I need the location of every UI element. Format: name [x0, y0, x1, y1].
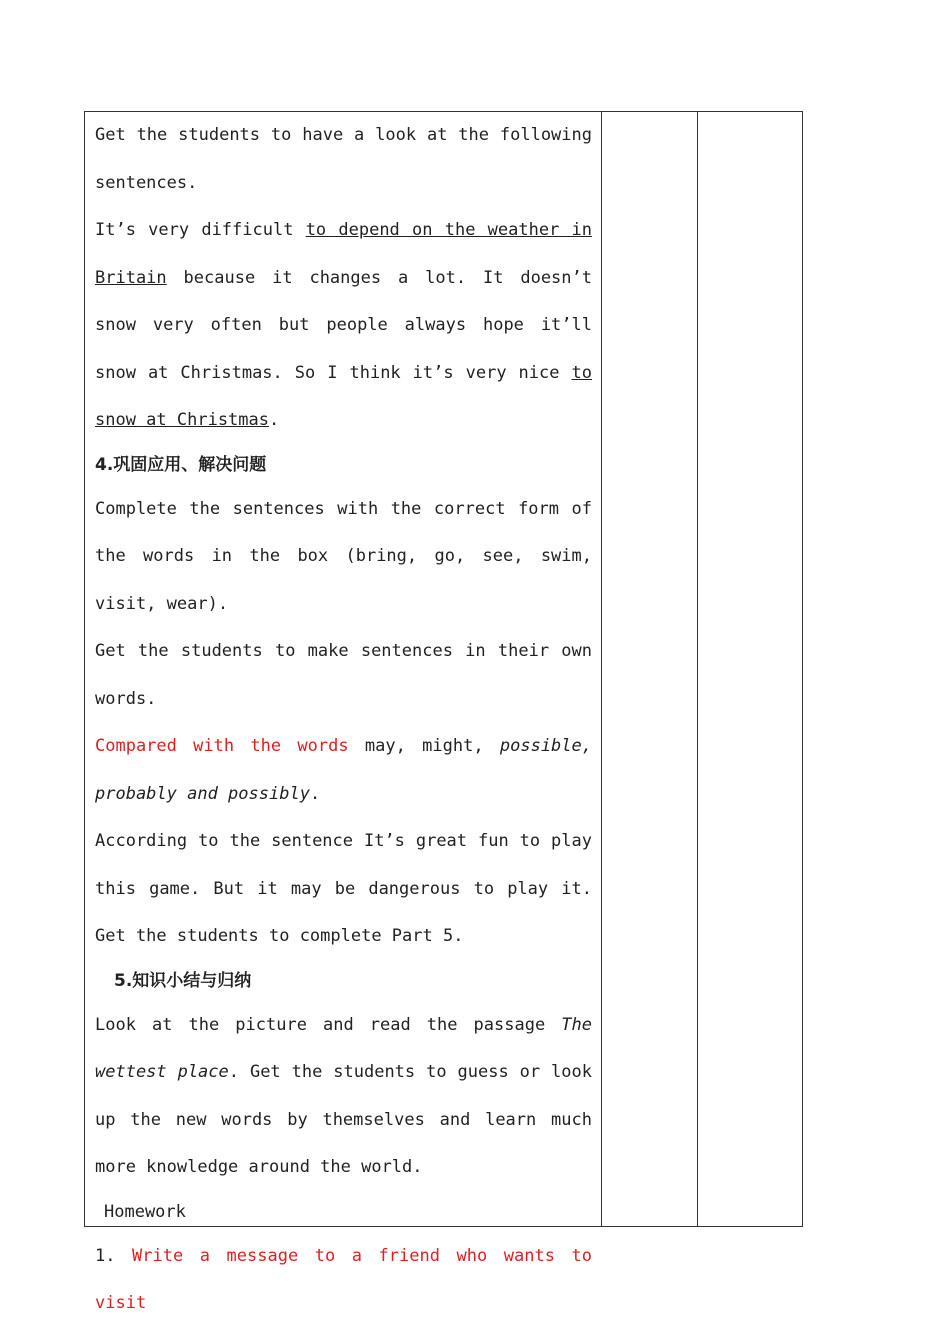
example-text-c: .: [269, 410, 280, 430]
paragraph-make-sentences: Get the students to make sentences in their own words.: [95, 641, 592, 709]
example-text-a: It’s very difficult: [95, 220, 306, 240]
section-heading-5: 5.知识小结与归纳: [114, 970, 252, 991]
homework-number: 1.: [95, 1245, 133, 1266]
compare-end: .: [309, 783, 321, 804]
compare-normal-text: may, might,: [348, 736, 500, 756]
compare-italic-text: possible, probably and possibly: [95, 736, 592, 804]
passage-title: The wettest place: [95, 1014, 592, 1082]
passage-text-b: . Get the students to guess or look up the new words by themselves and learn much more knowledge around the world.: [95, 1062, 592, 1177]
section-heading-4: 4.巩固应用、解决问题: [95, 454, 267, 475]
paragraph-intro-line2: sentences.: [95, 172, 198, 193]
paragraph-intro-line1: Get the students to have a look at the following: [95, 125, 592, 145]
underlined-phrase-a: to depend on the weather in Britain: [95, 220, 592, 288]
paragraph-example-sentences: [95, 207, 592, 445]
underlined-phrase-b: to snow at Christmas: [95, 362, 592, 430]
homework-label: Homework: [104, 1201, 186, 1222]
passage-text-a: Look at the picture and read the passage: [95, 1014, 562, 1035]
compare-red-text: Compared with the words: [95, 736, 349, 756]
paragraph-wettest-place: [95, 1002, 592, 1192]
paragraph-according: According to the sentence It’s great fun to play this game. But it may be dangerous to play it. Get the students to complete Part 5.: [95, 831, 592, 946]
column-divider-1: [601, 112, 602, 1226]
homework-red-text: Write a message to a friend who wants to visit: [95, 1245, 592, 1313]
homework-item-1: [95, 1233, 592, 1328]
lesson-plan-table: [84, 111, 803, 1313]
example-text-b: because it changes a lot. It doesn’t snow very often but people always hope it’ll snow at Christmas. So I think it’s very nice: [95, 267, 592, 383]
paragraph-compare-words: [95, 723, 592, 818]
column-divider-2: [697, 112, 698, 1226]
paragraph-complete-sentences: Complete the sentences with the correct form of the words in the box (bring, go, see, swim, visit, wear).: [95, 498, 592, 614]
teaching-procedure-cell: [95, 112, 592, 1328]
